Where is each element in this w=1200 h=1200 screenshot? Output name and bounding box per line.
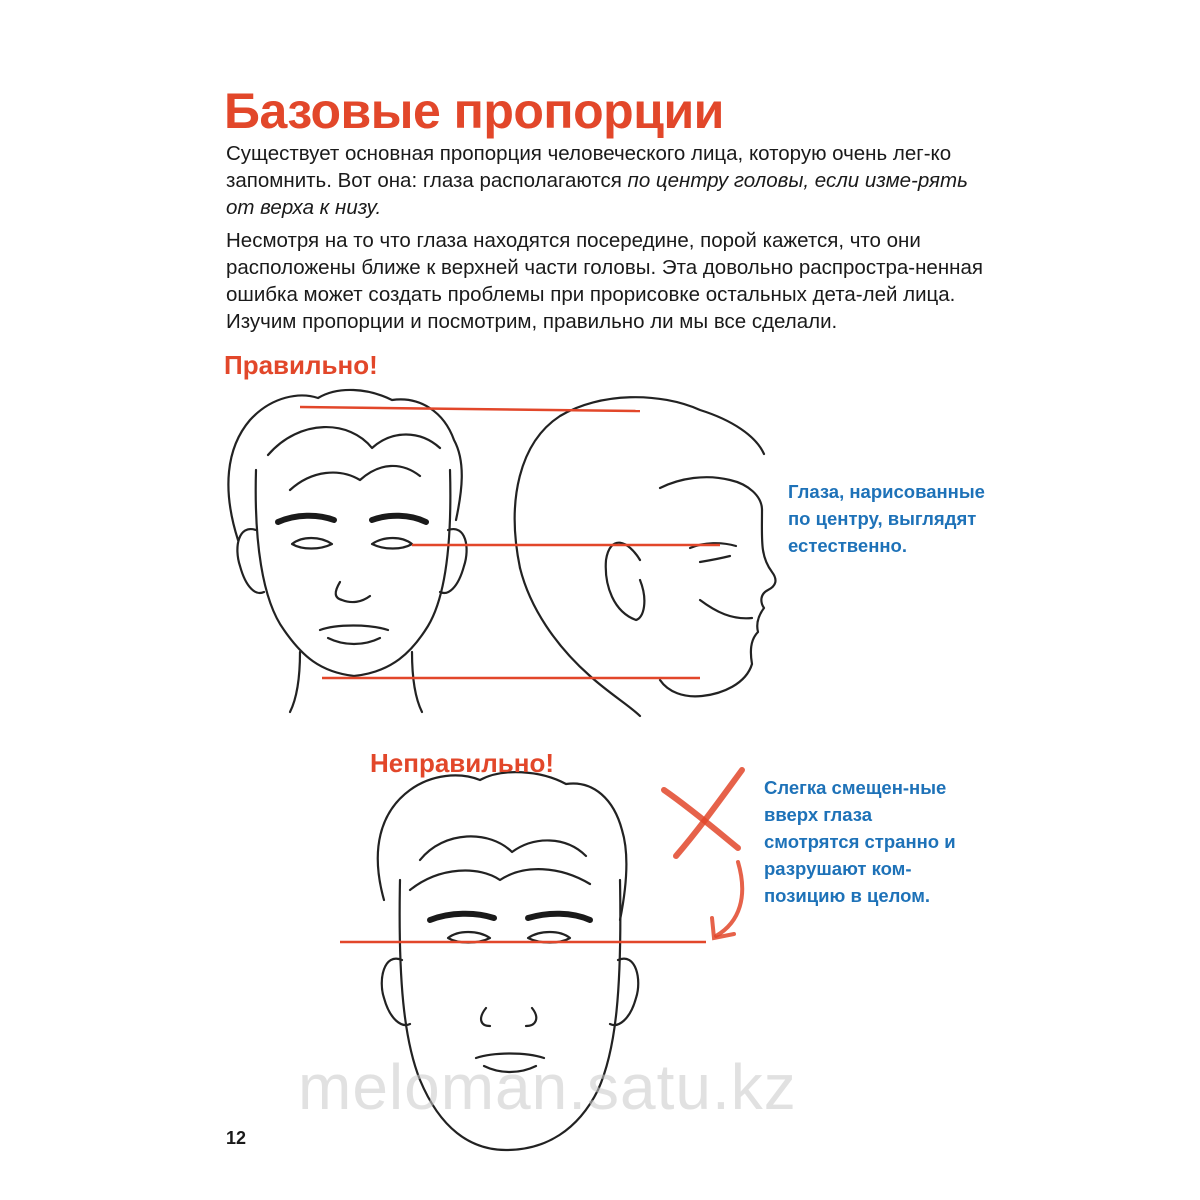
page-number: 12	[226, 1128, 247, 1148]
top-guide-line	[300, 407, 640, 411]
watermark: meloman.satu.kz	[298, 1051, 797, 1123]
intro-text: Существует основная пропорция человеческого лица, которую очень лег-ко запомнить. Вот она: глаза располагаются	[226, 142, 952, 192]
incorrect-note: Слегка смещен-ные вверх глаза смотрятся странно и разрушают ком-позицию в целом.	[764, 777, 956, 906]
front-head-correct-illustration	[228, 390, 466, 712]
correct-label: Правильно!	[224, 350, 378, 380]
intro-emphasis: по центру головы, если изме-рять от верха к низу.	[226, 169, 968, 219]
correct-note: Глаза, нарисованные по центру, выглядят естественно.	[788, 481, 985, 556]
explanation-paragraph: Несмотря на то что глаза находятся посередине, порой кажется, что они расположены ближе к верхней части головы. Эта довольно распростра-ненная ошибка может создать проблемы при прорисовке остальных дета-лей лица. Изучим пропорции и посмотрим, правильно ли мы все сделали.	[226, 229, 983, 333]
incorrect-label: Неправильно!	[370, 748, 554, 778]
page-title: Базовые пропорции	[224, 83, 724, 139]
wrong-cross-icon	[664, 770, 742, 856]
profile-head-correct-illustration	[515, 397, 776, 716]
curved-arrow-icon	[712, 862, 742, 938]
